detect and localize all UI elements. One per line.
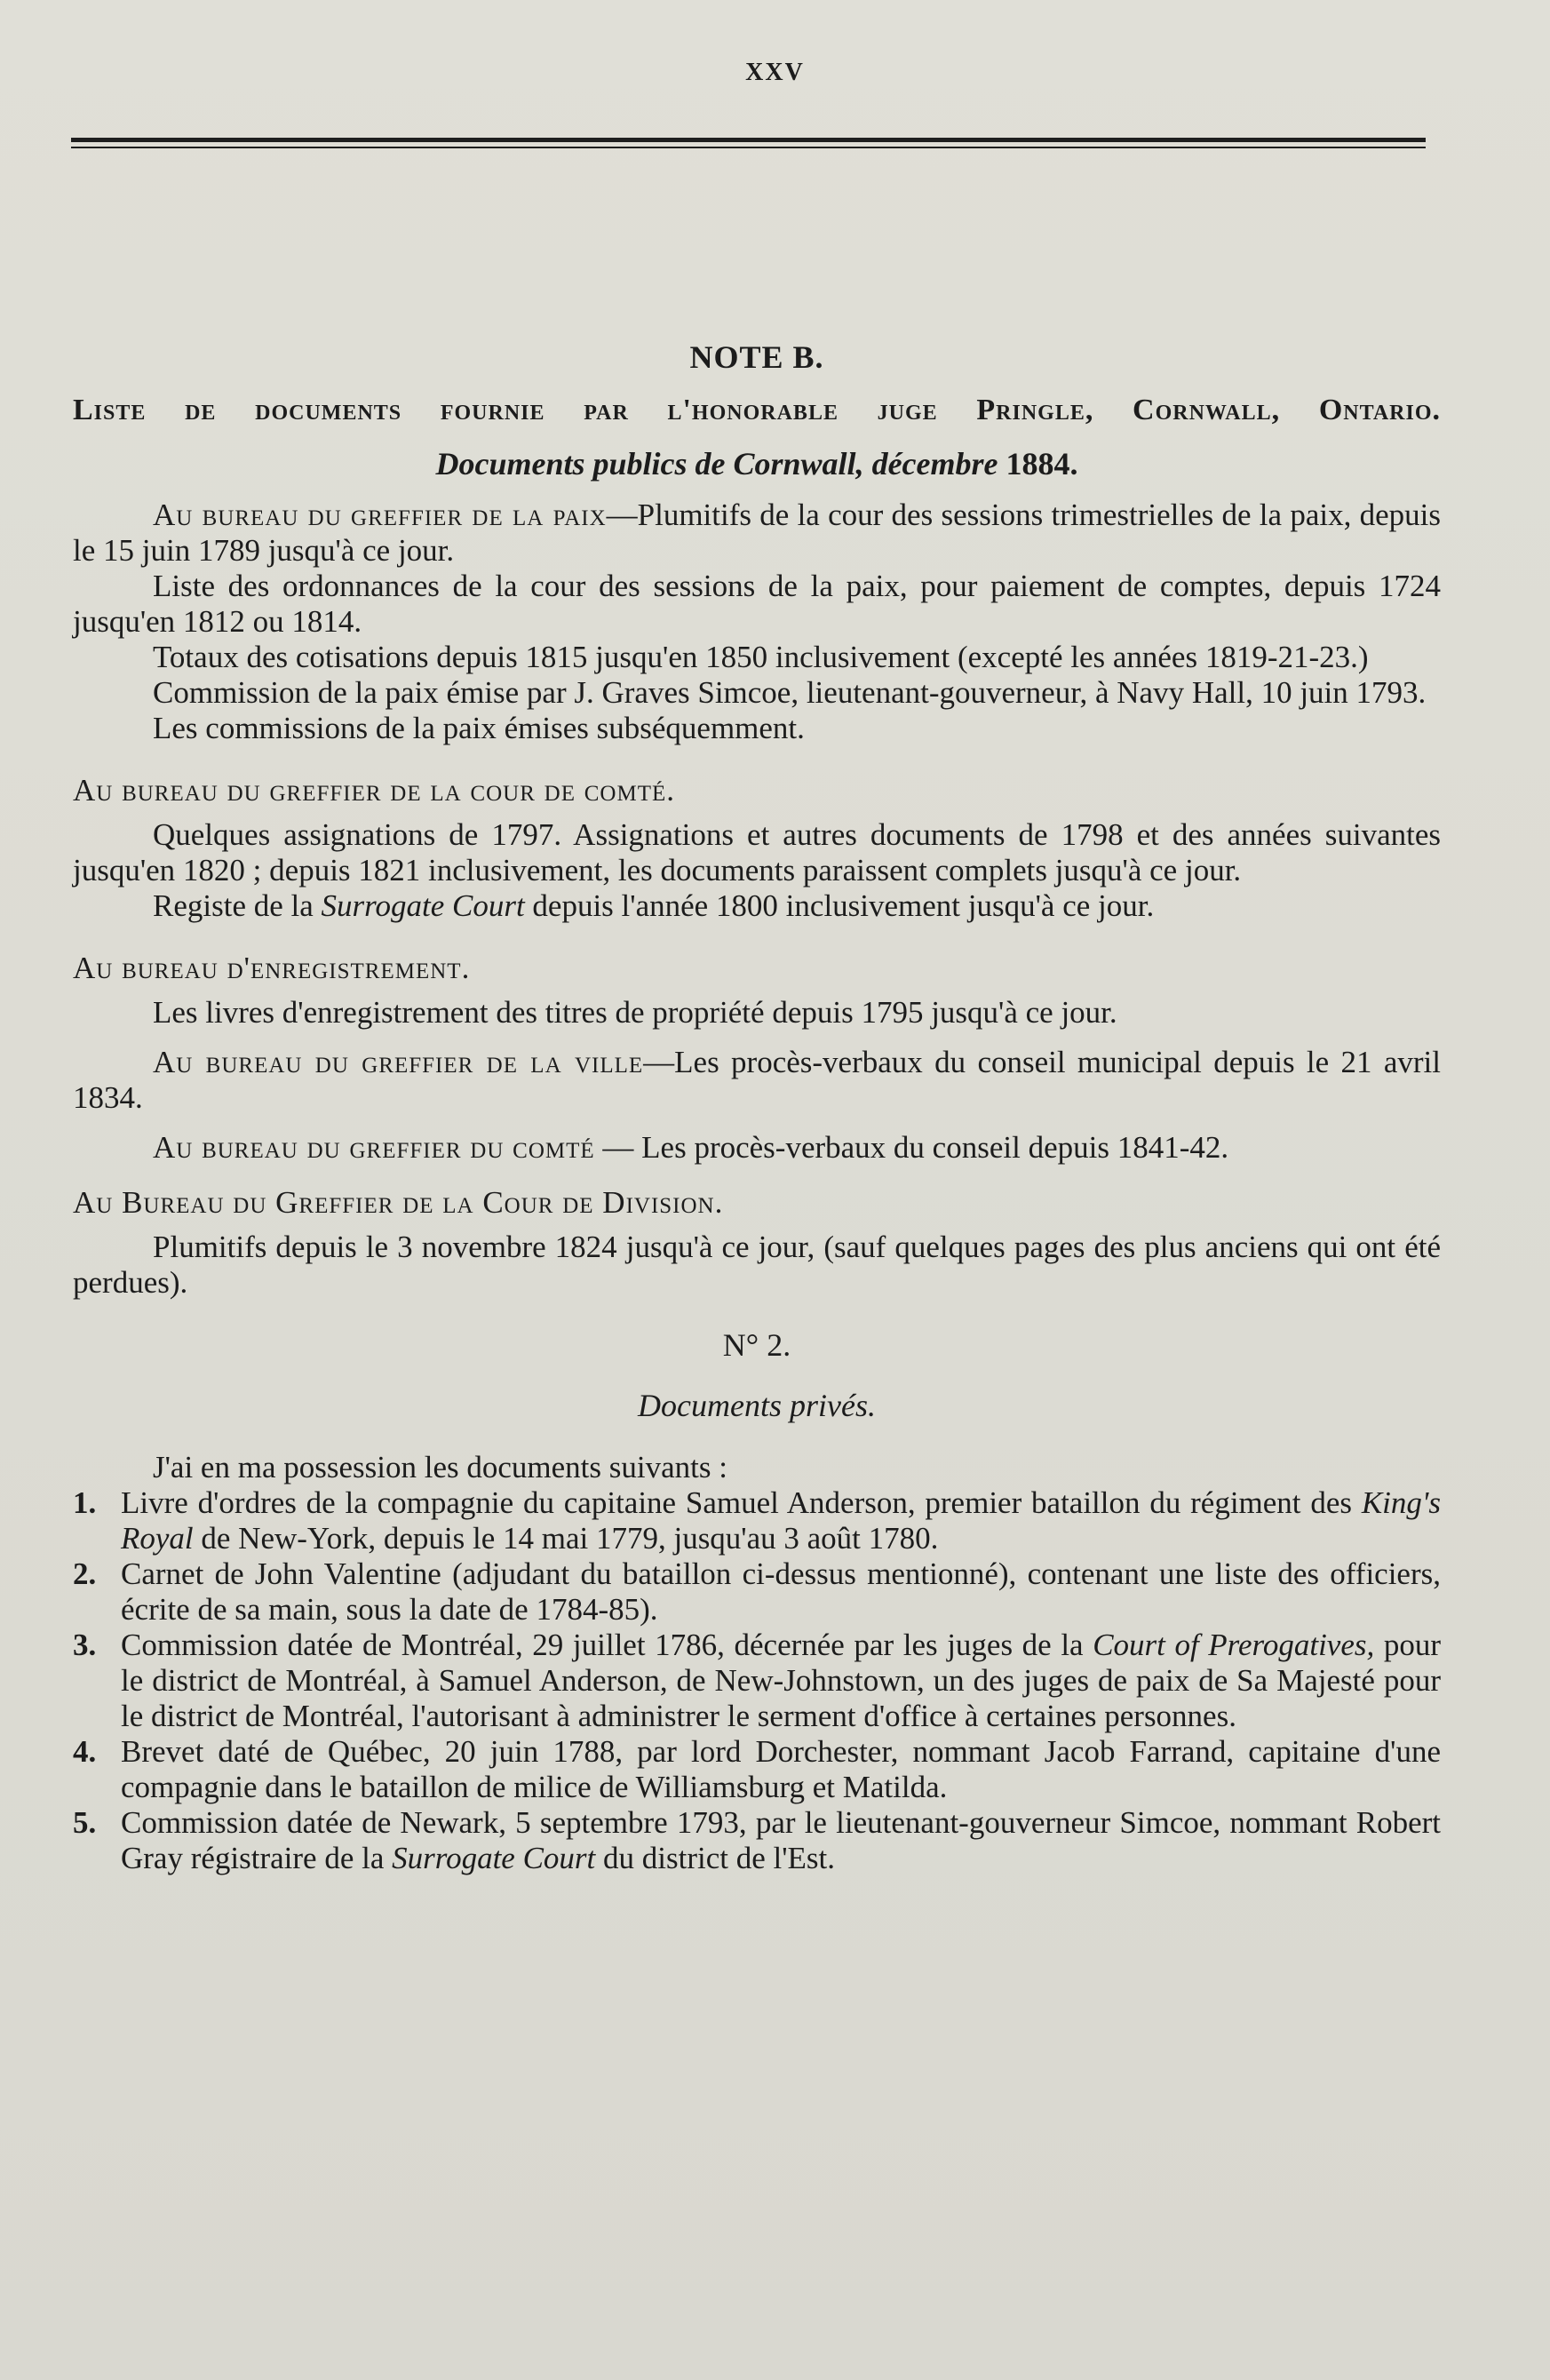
greffier-paix-entry-2: Liste des ordonnances de la cour des sessions de la paix, pour paiement de comptes, depuis 1724 jusqu'en 1812 ou 1814. [73, 569, 1441, 639]
list-item-text-b: de New-York, depuis le 14 mai 1779, jusqu'au 3 août 1780. [201, 1521, 939, 1556]
list-item-text-b: du district de l'Est. [603, 1841, 836, 1875]
list-item-text [121, 1734, 1441, 1805]
list-item-text [121, 1485, 1441, 1556]
page-number: XXV [745, 59, 805, 86]
greffier-comte2-paragraph [73, 1130, 1441, 1166]
list-item-text-a: Commission datée de Montréal, 29 juillet 1786, décernée par les juges de la [121, 1628, 1084, 1662]
list-item [73, 1485, 1441, 1556]
list-item-number: 2. [73, 1556, 97, 1591]
list-item-italic: Surrogate Court [392, 1841, 596, 1875]
greffier-paix-entry-1: —Plumitifs de la cour des sessions trimestrielles de la paix, depuis le 15 juin 1789 jusqu'à ce jour. [73, 497, 1441, 568]
list-title: Liste de documents fournie par l'honorable juge Pringle, Cornwall, Ontario. [73, 394, 1441, 426]
list-item-italic: Court of Prerogatives, [1093, 1628, 1375, 1662]
list-item-number: 4. [73, 1734, 97, 1769]
header-rule-thin [71, 147, 1426, 148]
list-item [73, 1628, 1441, 1734]
section1-subtitle [73, 446, 1441, 482]
greffier-paix-entry-4: Commission de la paix émise par J. Graves Simcoe, lieutenant-gouverneur, à Navy Hall, 10 juin 1793. [153, 675, 1427, 710]
note-title: NOTE B. [689, 339, 824, 375]
greffier-paix-heading: Au bureau du greffier de la paix [153, 497, 607, 532]
registre-after: depuis l'année 1800 inclusivement jusqu'à ce jour. [532, 888, 1155, 923]
section1-subtitle-year: 1884. [1006, 446, 1078, 482]
list-item-text-a: Carnet de John Valentine (adjudant du bataillon ci-dessus mentionné), contenant une liste des officiers, écrite de sa main, sous la date de 1784-85). [121, 1556, 1441, 1627]
list-item-number: 5. [73, 1805, 97, 1840]
section2-number: N° 2. [722, 1327, 791, 1363]
greffier-paix-paragraph [73, 497, 1441, 569]
list-item-text-a: Commission datée de Newark, 5 septembre 1793, par le lieutenant-gouverneur Simcoe, nommant Robert Gray régistraire de la [121, 1805, 1441, 1875]
enregistrement-heading: Au bureau d'enregistrement. [73, 951, 471, 985]
greffier-ville-heading: Au bureau du greffier de la ville [153, 1045, 644, 1079]
list-item [73, 1805, 1441, 1876]
list-item-text [121, 1805, 1441, 1876]
list-item [73, 1734, 1441, 1805]
list-item-text [121, 1628, 1441, 1734]
greffier-comte2-heading: Au bureau du greffier du comté [153, 1130, 595, 1165]
greffier-ville-paragraph [73, 1045, 1441, 1116]
greffier-comte-heading: Au bureau du greffier de la cour de comté. [73, 773, 675, 808]
greffier-comte-entry-2 [73, 888, 1441, 924]
section2-intro: J'ai en ma possession les documents suivants : [153, 1450, 727, 1485]
list-item-text-a: Livre d'ordres de la compagnie du capitaine Samuel Anderson, premier bataillon du régiment des [121, 1485, 1352, 1520]
header-rule-thick [71, 138, 1426, 142]
greffier-paix-entry-3: Totaux des cotisations depuis 1815 jusqu'en 1850 inclusivement (excepté les années 1819-21-23.) [153, 640, 1369, 674]
registre-before: Registe de la [153, 888, 314, 923]
greffier-paix-entry-5: Les commissions de la paix émises subséquemment. [153, 711, 805, 745]
section2-subtitle: Documents privés. [638, 1388, 876, 1423]
registre-italic: Surrogate Court [321, 888, 525, 923]
list-item-text-a: Brevet daté de Québec, 20 juin 1788, par lord Dorchester, nommant Jacob Farrand, capitaine d'une compagnie dans le bataillon de milice de Williamsburg et Matilda. [121, 1734, 1441, 1804]
list-item [73, 1556, 1441, 1628]
division-heading: Au Bureau du Greffier de la Cour de Division. [73, 1185, 724, 1220]
list-item-text [121, 1556, 1441, 1628]
list-item-number: 1. [73, 1485, 97, 1520]
greffier-comte-entry-1: Quelques assignations de 1797. Assignations et autres documents de 1798 et des années suivantes jusqu'en 1820 ; depuis 1821 inclusivement, les documents paraissent complets jusqu'à ce jour. [73, 817, 1441, 888]
greffier-comte2-entry: — Les procès-verbaux du conseil depuis 1841-42. [602, 1130, 1229, 1165]
page-body [73, 330, 1441, 1876]
list-item-italic: King's Royal [121, 1485, 1441, 1556]
enregistrement-entry: Les livres d'enregistrement des titres de propriété depuis 1795 jusqu'à ce jour. [153, 995, 1117, 1030]
division-entry: Plumitifs depuis le 3 novembre 1824 jusqu'à ce jour, (sauf quelques pages des plus anciens qui ont été perdues). [73, 1230, 1441, 1300]
section1-subtitle-text: Documents publics de Cornwall, décembre [435, 446, 998, 482]
list-item-text-b: pour le district de Montréal, à Samuel Anderson, de New-Johnstown, un des juges de paix de Sa Majesté pour le district de Montréal, l'autorisant à administrer le serment d'office à certaines personnes. [121, 1628, 1442, 1733]
list-item-number: 3. [73, 1628, 97, 1662]
greffier-ville-entry: —Les procès-verbaux du conseil municipal depuis le 21 avril 1834. [73, 1045, 1441, 1115]
